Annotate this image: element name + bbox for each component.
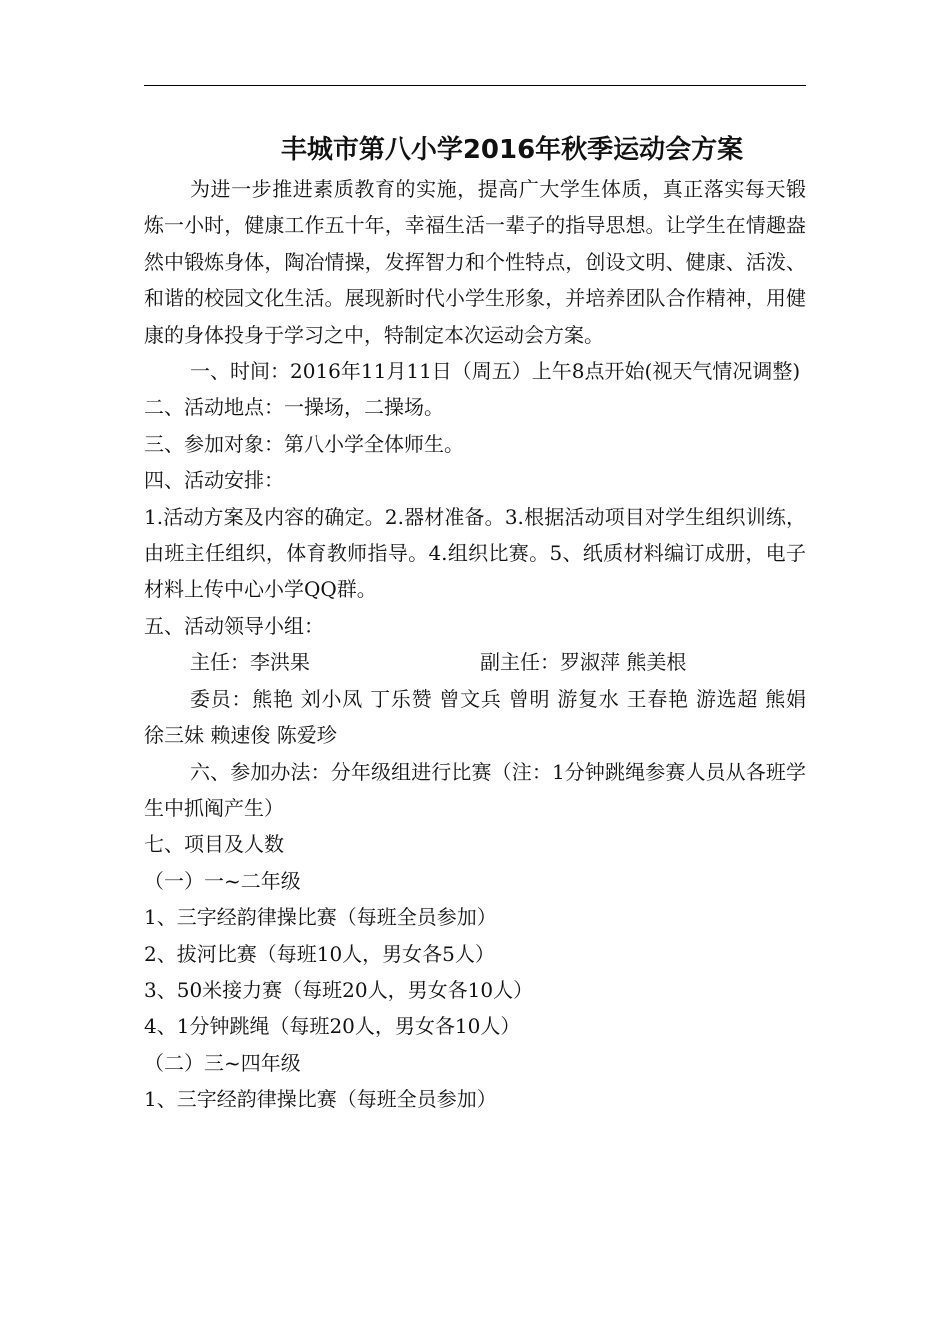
location-paragraph: 二、活动地点：一操场，二操场。 (144, 395, 444, 420)
arrangement-heading: 四、活动安排： (144, 468, 284, 493)
intro-paragraph: 为进一步推进素质教育的实施，提高广大学生体质，真正落实每天锻炼一小时，健康工作五十年，幸福生活一辈子的指导思想。让学生在情趣盎然中锻炼身体，陶冶情操，发挥智力和个性特点，创设文明、健康、活泼、和谐的校园文化生活。展现新时代小学生形象，并培养团队合作精神，用健康的身体投身于学习之中，特制定本次运动会方案。 (144, 177, 806, 347)
participants-paragraph: 三、参加对象：第八小学全体师生。 (144, 431, 464, 456)
leadership-row (144, 644, 806, 680)
deputy-director-names: 副主任：罗淑萍 熊美根 (480, 650, 687, 675)
list-item: 1、三字经韵律操比赛（每班全员参加） (144, 1087, 497, 1112)
document-body (144, 171, 806, 1118)
list-item: 4、1分钟跳绳（每班20人，男女各10人） (144, 1014, 521, 1039)
group2-heading: （二）三~四年级 (144, 1050, 301, 1075)
time-paragraph: 一、时间：2016年11月11日（周五）上午8点开始(视天气情况调整) (190, 359, 801, 384)
leadership-heading: 五、活动领导小组： (144, 613, 324, 638)
items-heading: 七、项目及人数 (144, 832, 284, 857)
document-title: 丰城市第八小学2016年秋季运动会方案 (280, 135, 744, 165)
list-item: 2、拔河比赛（每班10人，男女各5人） (144, 941, 495, 966)
arrangement-paragraph: 1.活动方案及内容的确定。2.器材准备。3.根据活动项目对学生组织训练，由班主任组织，体育教师指导。4.组织比赛。5、纸质材料编订成册，电子材料上传中心小学QQ群。 (144, 504, 806, 602)
group1-heading: （一）一~二年级 (144, 868, 301, 893)
members-paragraph: 委员：熊艳 刘小凤 丁乐赞 曾文兵 曾明 游复水 王春艳 游选超 熊娟 徐三妹 赖速俊 陈爱珍 (144, 686, 806, 748)
director-name: 主任：李洪果 (190, 650, 310, 675)
method-paragraph: 六、参加办法：分年级组进行比赛（注：1分钟跳绳参赛人员从各班学生中抓阄产生） (144, 759, 806, 820)
header-rule (144, 85, 806, 86)
list-item: 1、三字经韵律操比赛（每班全员参加） (144, 905, 497, 930)
list-item: 3、50米接力赛（每班20人，男女各10人） (144, 977, 534, 1002)
